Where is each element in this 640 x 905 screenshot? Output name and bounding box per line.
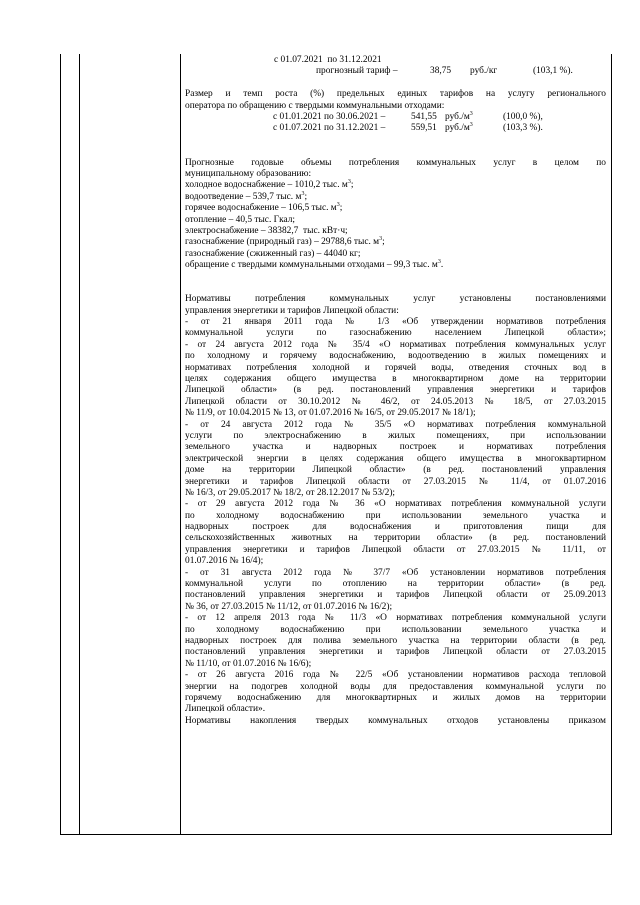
norms-text-line: надворных построек для полива земельного участка на территории области (в ред. (185, 635, 606, 646)
norms-text-line: - от 21 января 2011 года № 1/3 «Об утверждении нормативов потребления (185, 317, 606, 328)
norms-text-line: № 36, от 27.03.2015 № 11/12, от 01.07.2016 № 16/2); (185, 601, 393, 612)
norms-text-line: Липецкой области» (в ред. постановлений управления энергетики и тарифов (185, 385, 606, 396)
document-text-cell (185, 55, 606, 833)
norms-text-line: постановлений управления энергетики и тарифов Липецкой области от 27.03.2015 (185, 647, 606, 658)
norms-text-line: земельного участка и надворных построек и нормативах потребления (185, 442, 606, 453)
msw-rate-value: 559,51 (411, 123, 437, 134)
forecast-tariff-unit: руб./кг (470, 66, 498, 77)
norms-text-line: № 11/10, от 01.07.2016 № 16/6); (185, 658, 312, 669)
msw-rate-unit: $руб./м^3$ (445, 122, 473, 134)
norms-text-line: нормативах потребления холодной и горячей воды, отведения сточных вод в (185, 362, 606, 373)
norms-text-line: услуги по электроснабжению в жилых помещениях, при использовании (185, 430, 606, 441)
norms-text-line: 01.07.2016 № 16/4); (185, 556, 264, 567)
volume-item: электроснабжение – 38382,7 тыс. кВт·ч; (185, 225, 348, 236)
column-divider-1 (79, 54, 80, 834)
volume-item: газоснабжение (природный газ) – 29788,6 тыс. $м^3$; (185, 236, 385, 248)
msw-rate-growth: (103,3 %). (503, 123, 543, 134)
forecast-tariff-label: прогнозный тариф – (316, 66, 398, 77)
msw-rate-unit: $руб./м^3$ (445, 110, 473, 122)
volume-item: горячее водоснабжение – 106,5 тыс. $м^3$; (185, 202, 343, 214)
norms-section (185, 294, 606, 727)
msw-rate-row (185, 123, 606, 134)
norms-text-line: Липецкой области от 30.10.2012 № 46/2, от 24.05.2013 № 18/5, от 27.03.2015 (185, 396, 606, 407)
msw-rate-value: 541,55 (411, 111, 437, 122)
norms-text-line: постановлений управления энергетики и тарифов Липецкой области от 25.09.2013 (185, 590, 606, 601)
tariff-period: с 01.07.2021 по 31.12.2021 (274, 55, 382, 65)
msw-header-line: Размер и темп роста (%) предельных единых тарифов на услугу регионального (185, 89, 606, 100)
norms-text-line: управления энергетики и тарифов Липецкой области: (185, 305, 399, 316)
volume-item: холодное водоснабжение – 1010,2 тыс. $м^3$; (185, 179, 354, 191)
msw-rate-period: с 01.07.2021 по 31.12.2021 – (273, 123, 386, 134)
norms-text-line: коммунальной услуги по газоснабжению населением Липецкой области»; (185, 328, 606, 339)
norms-text-line: № 11/9, от 10.04.2015 № 13, от 01.07.2016 № 16/5, от 29.05.2017 № 18/1); (185, 408, 476, 419)
norms-text-line: - от 26 августа 2016 года № 22/5 «Об установлении нормативов расхода тепловой (185, 670, 606, 681)
norms-text-line: надворных построек для водоснабжения и приготовления пищи для (185, 522, 606, 533)
volume-item: водоотведение – 539,7 тыс. $м^3$; (185, 190, 308, 202)
norms-text-line: - от 12 апреля 2013 года № 11/3 «О нормативах потребления коммунальной услуги (185, 613, 606, 624)
norms-text-line: горячему водоснабжению для многоквартирных и жилых домов на территории (185, 692, 606, 703)
norms-text-line: - от 29 августа 2012 года № 36 «О нормативах потребления коммунальной услуги (185, 499, 606, 510)
volume-item: газоснабжение (сжиженный газ) – 44040 кг; (185, 248, 361, 259)
volumes-header-line: муниципальному образованию: (185, 168, 312, 179)
norms-text-line: по холодному и горячему водоснабжению, водоотведению в жилых помещениях и (185, 351, 606, 362)
norms-text-line: Липецкой области». (185, 704, 266, 715)
volumes-header-line: Прогнозные годовые объемы потребления коммунальных услуг в целом по (185, 157, 606, 168)
msw-rate-growth: (100,0 %), (503, 111, 543, 122)
norms-text-line: по холодному водоснабжению при использовании земельного участка и (185, 510, 606, 521)
volume-item: обращение с твердыми коммунальными отходами – 99,3 тыс. $м^3$. (185, 258, 444, 271)
norms-text-line: коммунальной услуги по отоплению на территории области» (в ред. (185, 579, 606, 590)
norms-text-line: целях содержания общего имущества в многоквартирном доме на территории (185, 373, 606, 384)
norms-text-line: по холодному водоснабжению при использовании земельного участка и (185, 624, 606, 635)
norms-text-line: - от 31 августа 2012 года № 37/7 «Об установлении нормативов потребления (185, 567, 606, 578)
norms-text-line: доме на территории Липецкой области» (в ред. постановлений управления (185, 465, 606, 476)
norms-text-line: сельскохозяйственных животных на территории области» (в ред. постановлений (185, 533, 606, 544)
volume-item: отопление – 40,5 тыс. Гкал; (185, 214, 296, 225)
norms-text-line: Нормативы потребления коммунальных услуг установлены постановлениями (185, 294, 606, 305)
norms-text-line: № 16/3, от 29.05.2017 № 18/2, от 28.12.2017 № 53/2); (185, 487, 396, 498)
msw-header-line: оператора по обращению с твердыми коммунальными отходами: (185, 100, 445, 111)
norms-text-line: электрической энергии в целях содержания общего имущества в многоквартирном (185, 453, 606, 464)
msw-rate-period: с 01.01.2021 по 30.06.2021 – (273, 111, 386, 122)
norms-text-line: Нормативы накопления твердых коммунальных отходов установлены приказом (185, 715, 606, 726)
norms-text-line: энергии на подогрев холодной воды для предоставления коммунальной услуги по (185, 681, 606, 692)
norms-text-line: - от 24 августа 2012 года № 35/4 «О нормативах потребления коммунальных услуг (185, 339, 606, 350)
volumes-list (185, 180, 606, 271)
norms-text-line: управления энергетики и тарифов Липецкой области от 27.03.2015 № 11/11, от (185, 544, 606, 555)
forecast-tariff-row (185, 66, 606, 77)
column-divider-2 (180, 54, 181, 834)
norms-text-line: - от 24 августа 2012 года № 35/5 «О нормативах потребления коммунальной (185, 419, 606, 430)
msw-rate-row (185, 112, 606, 123)
forecast-tariff-value: 38,75 (430, 66, 452, 77)
norms-text-line: энергетики и тарифов Липецкой области от 27.03.2015 № 11/4, от 01.07.2016 (185, 476, 606, 487)
forecast-tariff-growth: (103,1 %). (533, 66, 573, 77)
